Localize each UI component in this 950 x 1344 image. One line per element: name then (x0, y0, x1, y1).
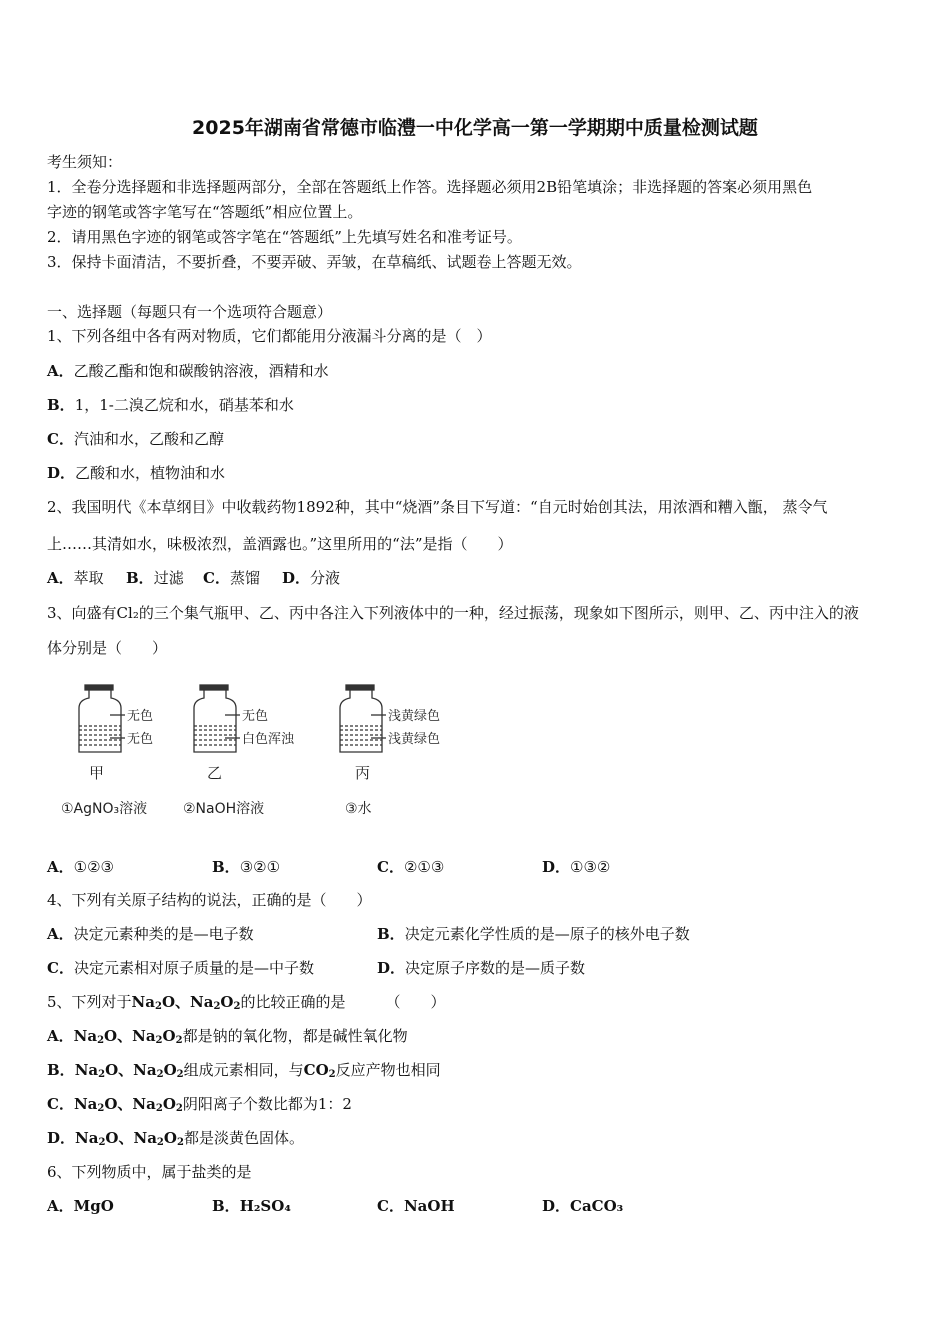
bottle-bing (340, 685, 386, 752)
q5-option-d[interactable]: D．$Na_2O$、$Na_2O_2$都是淡黄色固体。 (47, 1129, 304, 1148)
q5-option-c[interactable]: C．$Na_2O$、$Na_2O_2$阴阳离子个数比都为1：2 (47, 1095, 352, 1114)
yi-name: 乙 (207, 764, 223, 782)
notice-item: 1．全卷分选择题和非选择题两部分，全部在答题纸上作答。选择题必须用2B铅笔填涂；非选择题的答案必须用黑色 (47, 178, 813, 196)
q2-option-b[interactable]: B．过滤 (126, 569, 184, 587)
yi-lower-label: 白色浑浊 (242, 732, 295, 747)
q4-option-b[interactable]: B．决定元素化学性质的是—原子的核外电子数 (377, 925, 690, 943)
jia-name: 甲 (89, 764, 105, 782)
q6-option-c[interactable]: C．NaOH (377, 1197, 455, 1215)
jia-upper-label: 无色 (127, 709, 154, 724)
gas-bottles-diagram (55, 680, 475, 830)
q6-option-d[interactable]: D．CaCO₃ (542, 1197, 624, 1215)
q3-option-c[interactable]: C．②①③ (377, 858, 445, 876)
q2-option-d[interactable]: D．分液 (282, 569, 341, 587)
q5-option-b[interactable]: B．$Na_2O$、$Na_2O_2$组成元素相同，与$CO_2$反应产物也相同 (47, 1061, 441, 1080)
q5-option-a[interactable]: A．$Na_2O$、$Na_2O_2$都是钠的氧化物，都是碱性氧化物 (47, 1027, 408, 1046)
q1-option-c[interactable]: C．汽油和水，乙酸和乙醇 (47, 430, 224, 448)
question-2-stem: 2、我国明代《本草纲目》中收载药物1892种，其中“烧酒”条目下写道：“自元时始创其法，用浓酒和糟入甑， 蒸令气 (47, 498, 828, 516)
bottle-jia (79, 685, 125, 752)
question-6-stem: 6、下列物质中，属于盐类的是 (47, 1163, 252, 1181)
question-3-stem-cont: 体分别是（ ） (47, 639, 168, 657)
q2-option-a[interactable]: A．萃取 (47, 569, 104, 587)
q1-option-b[interactable]: B．1，1-二溴乙烷和水，硝基苯和水 (47, 396, 294, 414)
section-heading: 一、选择题（每题只有一个选项符合题意） (47, 303, 333, 321)
q6-option-b[interactable]: B．H₂SO₄ (212, 1197, 291, 1215)
q6-option-a[interactable]: A．MgO (47, 1197, 114, 1215)
jia-liquid: ①AgNO₃溶液 (61, 801, 148, 817)
bottle-yi (194, 685, 240, 752)
q3-option-b[interactable]: B．③②① (212, 858, 281, 876)
question-2-stem-cont: 上……其清如水，味极浓烈，盖酒露也。”这里所用的“法”是指（ ） (47, 535, 513, 553)
yi-upper-label: 无色 (242, 709, 269, 724)
notice-item: 2．请用黑色字迹的钢笔或答字笔在“答题纸”上先填写姓名和准考证号。 (47, 228, 522, 246)
gas-bottles-figure (55, 680, 475, 830)
notice-item: 字迹的钢笔或答字笔写在“答题纸”相应位置上。 (47, 203, 363, 221)
bing-liquid: ③水 (345, 801, 372, 817)
question-5-stem: 5、下列对于$Na_2O$、$Na_2O_2$的比较正确的是 （ ） (47, 993, 446, 1012)
yi-liquid: ②NaOH溶液 (183, 801, 265, 817)
notice-item: 3．保持卡面清洁，不要折叠，不要弄破、弄皱，在草稿纸、试题卷上答题无效。 (47, 253, 582, 271)
q3-option-d[interactable]: D．①③② (542, 858, 611, 876)
bing-name: 丙 (355, 764, 371, 782)
question-1-stem: 1、下列各组中各有两对物质，它们都能用分液漏斗分离的是（ ） (47, 327, 492, 345)
q4-option-d[interactable]: D．决定原子序数的是—质子数 (377, 959, 586, 977)
bing-upper-label: 浅黄绿色 (388, 709, 441, 724)
page-title: 2025年湖南省常德市临澧一中化学高一第一学期期中质量检测试题 (192, 117, 758, 139)
bing-lower-label: 浅黄绿色 (388, 732, 441, 747)
q1-option-d[interactable]: D．乙酸和水，植物油和水 (47, 464, 226, 482)
question-3-stem: 3、向盛有Cl₂的三个集气瓶甲、乙、丙中各注入下列液体中的一种，经过振荡，现象如下图所示，则甲、乙、丙中注入的液 (47, 604, 859, 622)
q4-option-a[interactable]: A．决定元素种类的是—电子数 (47, 925, 254, 943)
jia-lower-label: 无色 (127, 732, 154, 747)
q3-option-a[interactable]: A．①②③ (47, 858, 114, 876)
q4-option-c[interactable]: C．决定元素相对原子质量的是—中子数 (47, 959, 314, 977)
q2-option-c[interactable]: C．蒸馏 (203, 569, 260, 587)
notice-heading: 考生须知： (47, 153, 123, 171)
q1-option-a[interactable]: A．乙酸乙酯和饱和碳酸钠溶液，酒精和水 (47, 362, 329, 380)
question-4-stem: 4、下列有关原子结构的说法，正确的是（ ） (47, 891, 372, 909)
